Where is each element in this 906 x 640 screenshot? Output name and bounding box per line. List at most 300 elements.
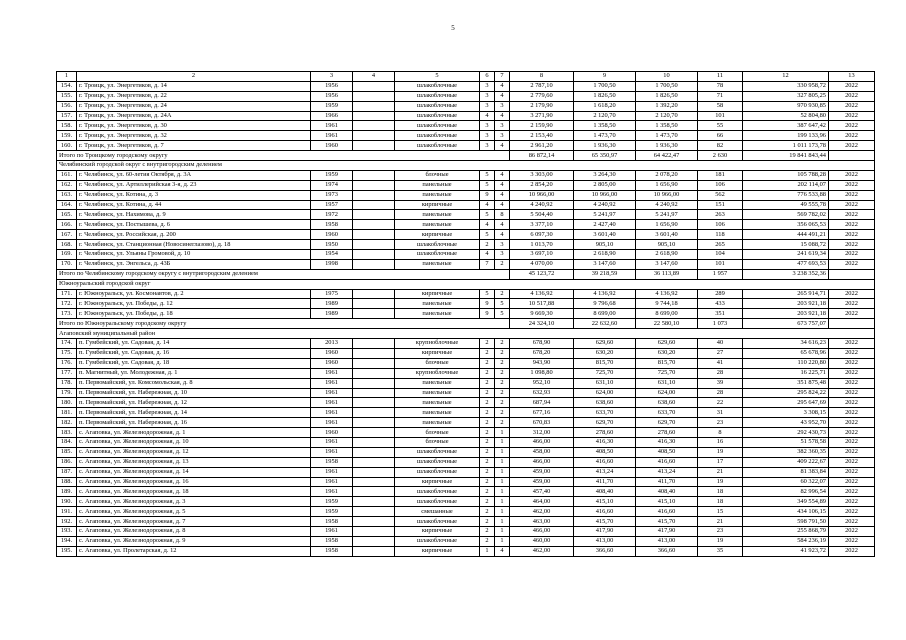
table-cell: 203 921,18 [743,309,829,319]
table-cell: 2 120,70 [574,111,636,121]
table-cell [353,536,395,546]
table-cell: 202 114,07 [743,180,829,190]
table-cell: шлакоблочные [395,467,480,477]
table-cell: 2 [480,517,495,527]
table-cell: шлакоблочные [395,131,480,141]
table-cell: 2 [495,408,510,418]
table-cell: блочные [395,170,480,180]
table-cell: 1960 [311,428,353,438]
table-cell: 203 921,18 [743,299,829,309]
table-cell: 106 [698,220,743,230]
table-cell: 413,24 [574,467,636,477]
table-cell: 2022 [829,457,875,467]
column-number: 7 [495,72,510,82]
table-row [57,428,875,438]
table-cell: г. Челябинск, ул. Котина, д. 3 [77,190,311,200]
table-cell [353,437,395,447]
table-cell: п. Первомайский, ул. Набережная, д. 10 [77,388,311,398]
column-number: 5 [395,72,480,82]
table-cell: 2 [480,467,495,477]
table-cell: 2013 [311,339,353,349]
table-cell: 19 [698,447,743,457]
table-cell: 9 [480,309,495,319]
table-cell: 638,60 [636,398,698,408]
table-cell: 330 958,72 [743,81,829,91]
table-cell: 1 700,50 [636,81,698,91]
table-cell: 2022 [829,358,875,368]
table-cell: 2 [480,477,495,487]
table-cell: 2 [495,388,510,398]
table-cell: 1 [495,477,510,487]
table-cell: 351 [698,309,743,319]
table-cell: 19 [698,536,743,546]
table-cell: 81 383,84 [743,467,829,477]
table-cell: 10 966,00 [636,190,698,200]
table-cell: 387 647,42 [743,121,829,131]
table-cell: 31 [698,408,743,418]
table-cell: 4 [495,111,510,121]
table-cell: с. Агаповка, ул. Железнодорожная, д. 7 [77,517,311,527]
table-cell [353,487,395,497]
table-cell: 411,70 [574,477,636,487]
table-cell: 2 [495,358,510,368]
table-cell: 9 796,68 [574,299,636,309]
table-cell: шлакоблочные [395,81,480,91]
table-cell: г. Троицк, ул. Энергетиков, д. 14 [77,81,311,91]
table-cell: 2022 [829,289,875,299]
table-cell: 408,50 [574,447,636,457]
table-row [57,259,875,269]
table-cell: 2022 [829,339,875,349]
table-cell: 2022 [829,220,875,230]
table-cell: 2022 [829,91,875,101]
table-cell: 39 [698,378,743,388]
table-cell: 2022 [829,111,875,121]
table-cell: 171. [57,289,77,299]
table-cell: 2022 [829,487,875,497]
table-cell: 1961 [311,368,353,378]
table-cell: 23 [698,526,743,536]
table-cell: 4 136,92 [510,289,574,299]
subtotal-cell: 24 324,10 [510,319,574,329]
table-cell: 165. [57,210,77,220]
table-cell: 189. [57,487,77,497]
table-cell: 292 430,73 [743,428,829,438]
table-cell: 180. [57,398,77,408]
table-cell: с. Агаповка, ул. Железнодорожная, д. 16 [77,477,311,487]
table-cell [353,408,395,418]
table-cell: 101 [698,111,743,121]
table-row [57,487,875,497]
table-cell: 5 241,97 [574,210,636,220]
table-cell: 15 088,72 [743,240,829,250]
table-cell: 462,00 [510,546,574,556]
table-cell: 952,10 [510,378,574,388]
table-cell: 3 264,30 [574,170,636,180]
table-cell: 1950 [311,240,353,250]
table-cell: 1958 [311,536,353,546]
table-cell: шлакоблочные [395,111,480,121]
table-cell: 2022 [829,388,875,398]
table-row [57,190,875,200]
page-number: 5 [451,24,455,32]
table-cell [353,240,395,250]
table-cell: 416,60 [574,457,636,467]
table-cell: 3 271,90 [510,111,574,121]
table-cell: 41 [698,358,743,368]
table-cell: 1 656,90 [636,220,698,230]
table-cell: 163. [57,190,77,200]
table-row [57,408,875,418]
table-cell: 905,10 [574,240,636,250]
table-row [57,437,875,447]
table-cell: 1 392,20 [636,101,698,111]
table-cell: 2022 [829,526,875,536]
table-cell: 356 065,53 [743,220,829,230]
section-title: Агаповский муниципальный район [57,329,875,339]
table-cell: 3 308,15 [743,408,829,418]
table-cell: 181 [698,170,743,180]
table-body [57,72,875,557]
table-cell: 188. [57,477,77,487]
table-cell: 624,00 [574,388,636,398]
table-cell: 159. [57,131,77,141]
table-cell: 466,00 [510,526,574,536]
table-cell: 312,00 [510,428,574,438]
table-cell: 78 [698,81,743,91]
table-cell: с. Агаповка, ул. Пролетарская, д. 12 [77,546,311,556]
table-cell: 2 [495,259,510,269]
table-cell: 678,90 [510,339,574,349]
table-cell: кирпичные [395,230,480,240]
table-cell: 417,90 [636,526,698,536]
table-cell: 2 [480,457,495,467]
table-cell: 415,10 [574,497,636,507]
subtotal-cell: 1 957 [698,269,743,279]
table-cell: 58 [698,101,743,111]
table-cell: панельные [395,299,480,309]
table-cell: 2 [495,418,510,428]
table-cell: 1 011 173,78 [743,141,829,151]
table-cell: 3 697,10 [510,250,574,260]
table-cell [353,141,395,151]
table-cell: 4 [480,220,495,230]
table-cell: 1961 [311,408,353,418]
table-cell: 434 106,15 [743,507,829,517]
table-cell [353,477,395,487]
table-cell: 176. [57,358,77,368]
table-cell: 7 [480,259,495,269]
table-cell: 51 578,58 [743,437,829,447]
table-cell: г. Челябинск, ул. Котина, д. 44 [77,200,311,210]
table-cell: блочные [395,428,480,438]
table-cell: 2 805,00 [574,180,636,190]
table-cell: 71 [698,91,743,101]
table-cell: 4 136,92 [574,289,636,299]
table-cell: 4 240,92 [636,200,698,210]
table-cell: шлакоблочные [395,240,480,250]
table-cell: 18 [698,487,743,497]
table-cell: 1956 [311,91,353,101]
subtotal-label: Итого по Троицкому городскому округу [57,151,510,161]
table-cell: г. Челябинск, ул. Энгельса, д. 43Б [77,259,311,269]
table-cell: 158. [57,121,77,131]
table-cell: 8 [698,428,743,438]
table-cell [353,250,395,260]
table-cell: 21 [698,517,743,527]
table-cell: 1958 [311,517,353,527]
table-cell [353,200,395,210]
table-cell: 118 [698,230,743,240]
table-row [57,180,875,190]
table-cell: шлакоблочные [395,101,480,111]
table-cell: кирпичные [395,348,480,358]
table-cell: 569 782,02 [743,210,829,220]
table-cell: 2 961,20 [510,141,574,151]
table-cell: шлакоблочные [395,447,480,457]
table-cell: 9 669,30 [510,309,574,319]
subtotal-cell: 2 630 [698,151,743,161]
table-cell: 55 [698,121,743,131]
table-cell: панельные [395,418,480,428]
table-cell: п. Гумбейский, ул. Садовая, д. 14 [77,339,311,349]
table-cell: 584 236,19 [743,536,829,546]
table-cell: г. Южноуральск, ул. Победы, д. 12 [77,299,311,309]
table-cell: 2022 [829,428,875,438]
table-cell: 1961 [311,526,353,536]
table-cell: 1 [495,487,510,497]
table-cell: 466,00 [510,457,574,467]
table-cell: 168. [57,240,77,250]
table-cell: 408,50 [636,447,698,457]
table-cell: 9 744,18 [636,299,698,309]
table-cell: 175. [57,348,77,358]
table-cell: 1 358,50 [574,121,636,131]
table-cell: с. Агаповка, ул. Железнодорожная, д. 3 [77,497,311,507]
table-cell: 2022 [829,210,875,220]
table-cell: 1966 [311,111,353,121]
table-cell: 4 240,92 [510,200,574,210]
table-cell: 21 [698,467,743,477]
table-cell: 3 601,40 [574,230,636,240]
table-cell [353,111,395,121]
table-cell: с. Агаповка, ул. Железнодорожная, д. 10 [77,437,311,447]
table-cell: г. Челябинск, ул. 60-летия Октября, д. 3А [77,170,311,180]
table-cell: 1 [495,517,510,527]
table-cell [353,180,395,190]
table-cell: панельные [395,220,480,230]
table-cell [353,230,395,240]
table-cell: 1973 [311,190,353,200]
table-row [57,250,875,260]
column-number: 3 [311,72,353,82]
table-cell: шлакоблочные [395,91,480,101]
table-cell [353,131,395,141]
column-number: 1 [57,72,77,82]
table-cell: 2 [480,388,495,398]
table-cell: 1961 [311,447,353,457]
table-cell: 1957 [311,200,353,210]
table-cell: 289 [698,289,743,299]
table-row [57,388,875,398]
table-cell: 1959 [311,507,353,517]
table-cell: 2022 [829,81,875,91]
table-cell: 2 427,40 [574,220,636,230]
table-cell: 161. [57,170,77,180]
table-cell: 351 875,48 [743,378,829,388]
table-cell: 416,30 [574,437,636,447]
table-cell [353,170,395,180]
table-cell [353,91,395,101]
table-cell: панельные [395,190,480,200]
table-cell [353,398,395,408]
table-cell: 265 [698,240,743,250]
table-row [57,121,875,131]
table-cell: 5 241,97 [636,210,698,220]
table-row [57,170,875,180]
table-cell: 3 147,60 [574,259,636,269]
table-cell: 4 [480,111,495,121]
table-cell: 3 [495,131,510,141]
table-cell: панельные [395,388,480,398]
table-cell: 4 136,92 [636,289,698,299]
table-cell: 462,00 [510,507,574,517]
table-cell: 678,20 [510,348,574,358]
table-cell: 4 [495,200,510,210]
table-cell: 459,00 [510,467,574,477]
table-cell: 49 555,78 [743,200,829,210]
table-cell: 278,60 [636,428,698,438]
table-cell: 5 [480,230,495,240]
table-cell: 164. [57,200,77,210]
table-cell: 160. [57,141,77,151]
table-cell: 632,93 [510,388,574,398]
table-cell: 1961 [311,378,353,388]
table-cell: 156. [57,101,77,111]
table-cell: 2022 [829,447,875,457]
table-cell: кирпичные [395,289,480,299]
table-cell: 2 [495,348,510,358]
subtotal-cell: 673 757,07 [743,319,829,329]
table-cell: 3 [495,240,510,250]
table-cell: 177. [57,368,77,378]
column-number: 9 [574,72,636,82]
table-cell: 1961 [311,418,353,428]
table-cell: 10 517,88 [510,299,574,309]
table-cell: 638,60 [574,398,636,408]
table-cell: шлакоблочные [395,536,480,546]
section-header-row [57,279,875,289]
table-cell: 9 [480,190,495,200]
subtotal-cell: 64 422,47 [636,151,698,161]
table-cell: 4 [495,190,510,200]
table-cell [353,497,395,507]
table-cell: п. Гумбейский, ул. Садовая, д. 16 [77,348,311,358]
table-cell: 2022 [829,536,875,546]
housing-registry-table [56,71,875,557]
table-cell: 1 473,70 [636,131,698,141]
table-cell: г. Челябинск, ул. Нахимова, д. 9 [77,210,311,220]
table-cell [353,259,395,269]
column-number: 11 [698,72,743,82]
table-cell: 8 [495,210,510,220]
table-cell: 1975 [311,289,353,299]
subtotal-row [57,319,875,329]
table-row [57,131,875,141]
empty-cell [829,319,875,329]
table-row [57,309,875,319]
table-row [57,477,875,487]
table-cell: 170. [57,259,77,269]
table-cell [353,289,395,299]
subtotal-cell: 65 350,97 [574,151,636,161]
table-cell: с. Агаповка, ул. Железнодорожная, д. 5 [77,507,311,517]
table-cell: 382 360,35 [743,447,829,457]
table-cell: блочные [395,437,480,447]
section-title: Южноуральский городской округ [57,279,875,289]
table-cell: 2 618,90 [636,250,698,260]
table-cell: 1 618,20 [574,101,636,111]
table-cell: 185. [57,447,77,457]
table-cell: панельные [395,378,480,388]
table-cell: 1 [495,428,510,438]
table-cell: 2022 [829,170,875,180]
table-cell: 2022 [829,368,875,378]
table-cell: 3 [480,81,495,91]
table-cell: г. Челябинск, ул. Российская, д. 200 [77,230,311,240]
table-cell: 82 [698,141,743,151]
table-cell: 2022 [829,250,875,260]
table-cell: 199 133,96 [743,131,829,141]
table-cell: 187. [57,467,77,477]
table-cell: 1989 [311,309,353,319]
table-cell: 1 098,80 [510,368,574,378]
table-cell: 16 225,71 [743,368,829,378]
table-cell: 366,60 [636,546,698,556]
table-cell: 1 936,30 [574,141,636,151]
table-cell: 1954 [311,250,353,260]
table-cell: 186. [57,457,77,467]
table-row [57,368,875,378]
table-cell: 35 [698,546,743,556]
table-cell: 183. [57,428,77,438]
table-cell: 2022 [829,190,875,200]
table-cell: п. Гумбейский, ул. Садовая, д. 18 [77,358,311,368]
table-cell: 3 [480,101,495,111]
table-cell [353,467,395,477]
table-cell: 179. [57,388,77,398]
table-cell: 3 [495,121,510,131]
table-cell: 562 [698,190,743,200]
table-cell [353,339,395,349]
subtotal-row [57,269,875,279]
table-row [57,398,875,408]
table-cell: г. Троицк, ул. Энергетиков, д. 22 [77,91,311,101]
column-number: 2 [77,72,311,82]
table-cell: 2022 [829,398,875,408]
table-cell: 181. [57,408,77,418]
table-cell: 1959 [311,170,353,180]
table-cell: 1960 [311,348,353,358]
table-cell: 1961 [311,437,353,447]
table-cell: 241 619,34 [743,250,829,260]
table-cell [353,299,395,309]
table-cell: 2022 [829,121,875,131]
table-cell: 1 [495,507,510,517]
table-cell: 169. [57,250,77,260]
table-cell: 3 [480,91,495,101]
table-cell: с. Агаповка, ул. Железнодорожная, д. 1 [77,428,311,438]
